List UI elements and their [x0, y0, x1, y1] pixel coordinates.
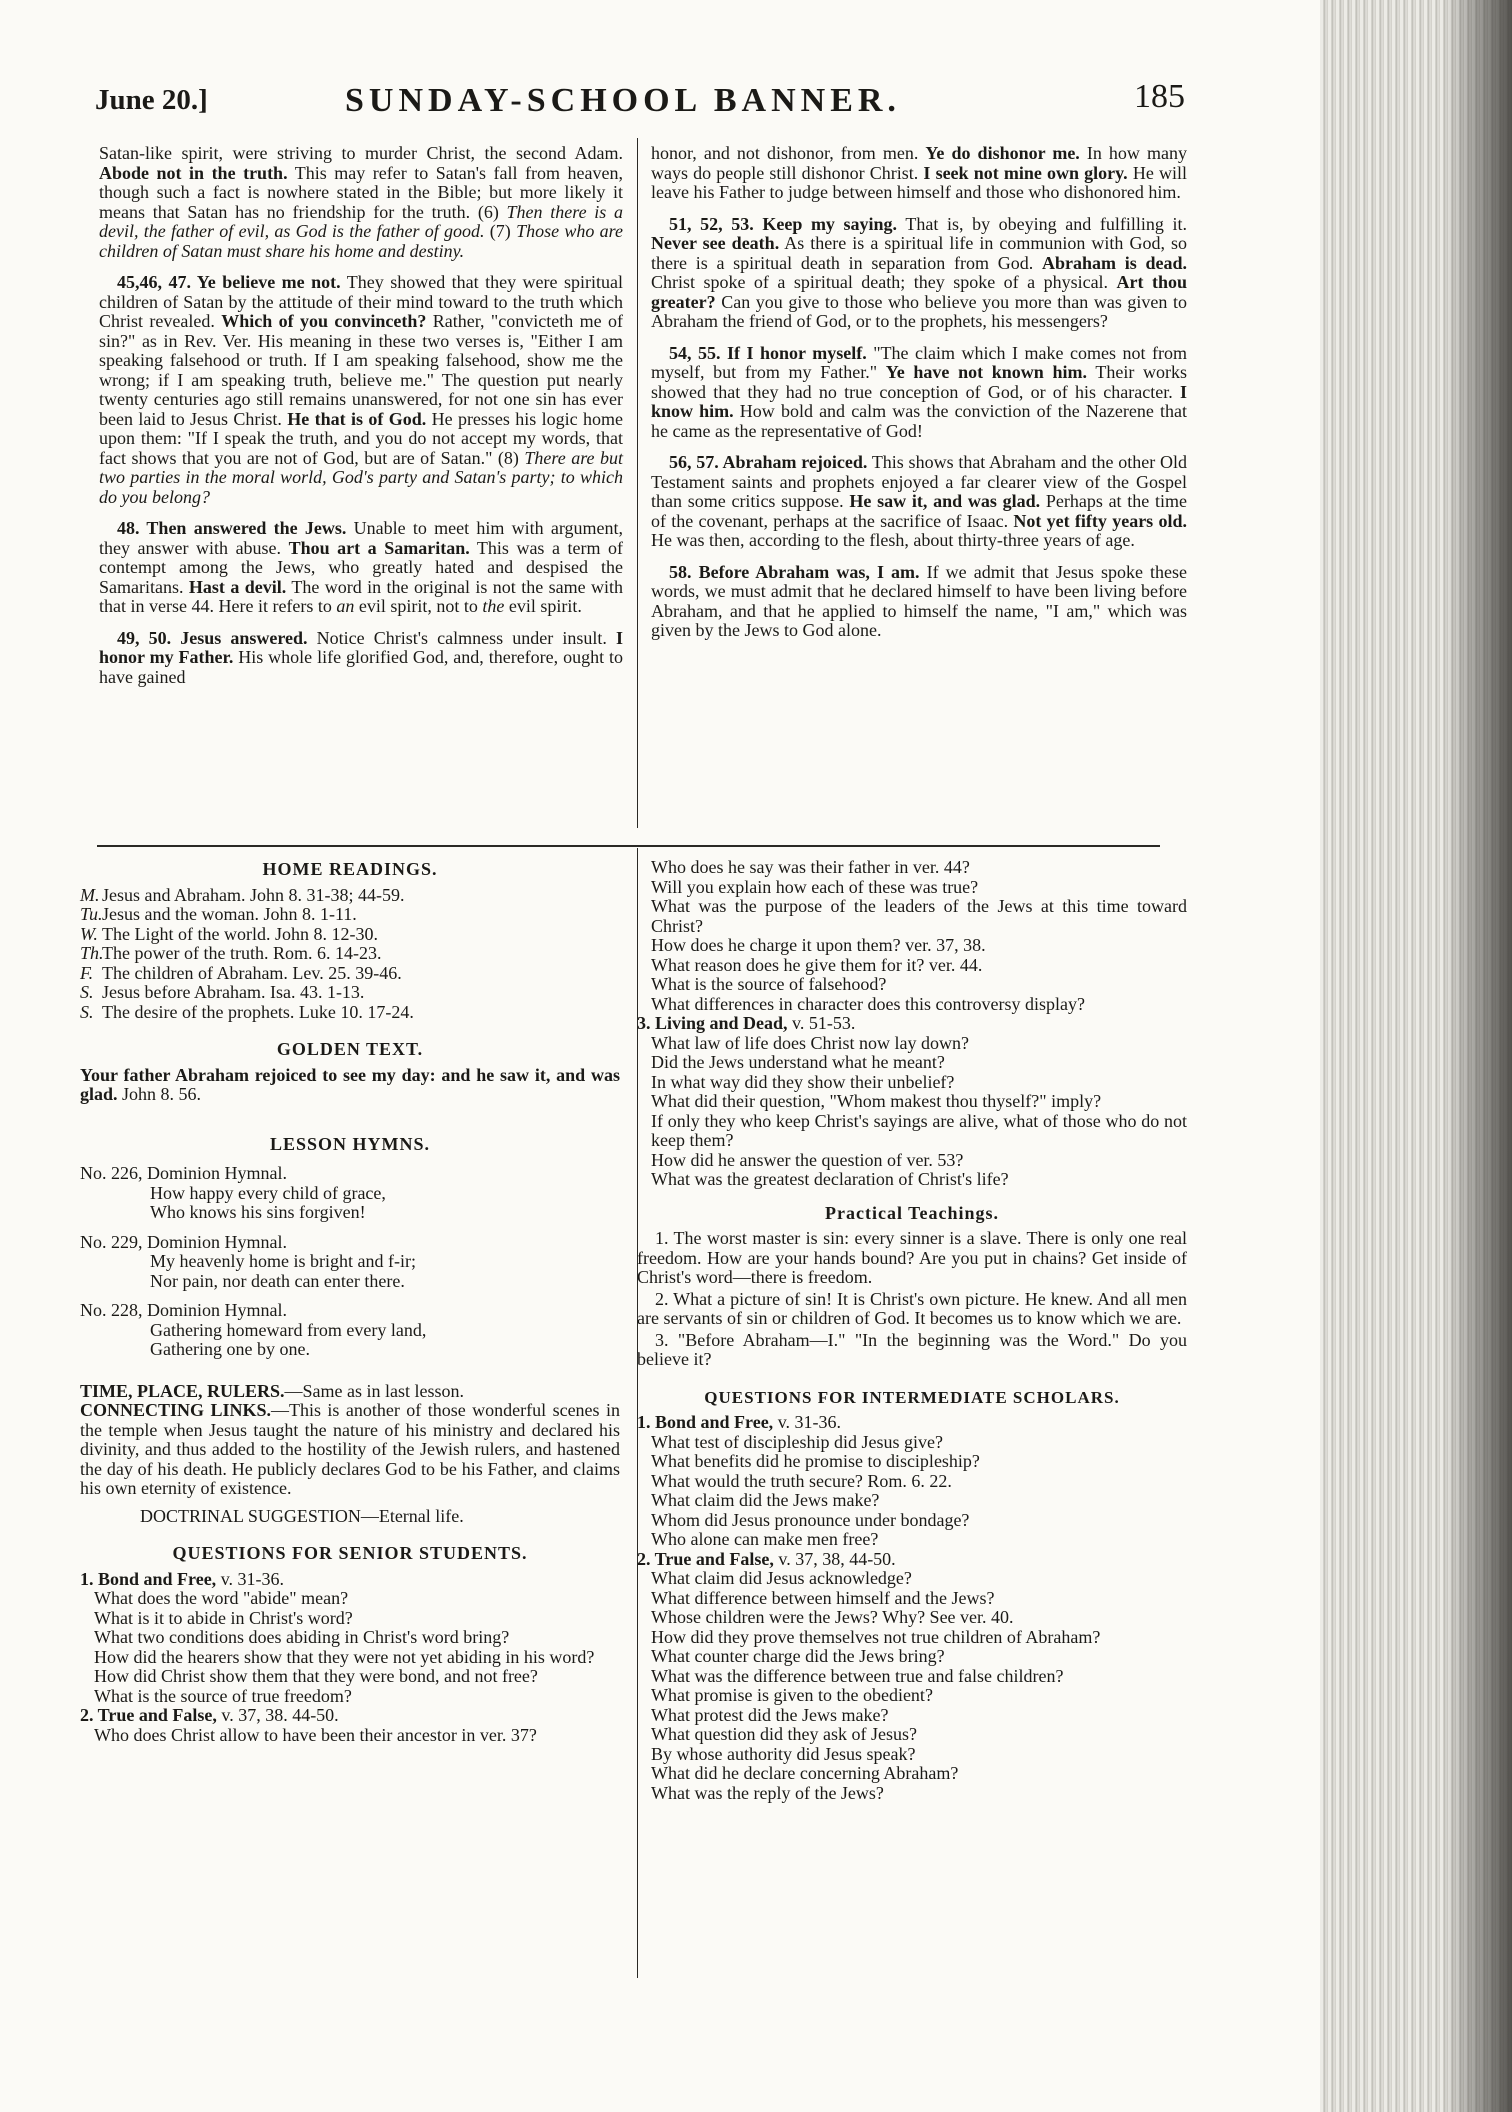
verse-reference: He that is of God.	[287, 408, 427, 429]
commentary-text: Their works showed that they had no true conception of God, or of his character.	[651, 362, 1187, 402]
question: What difference between himself and the Jews?	[651, 1587, 995, 1608]
commentary-text: "The claim which I make comes not from myself, but from my Father."	[651, 342, 1187, 382]
practical-teachings-list	[637, 1229, 1187, 1370]
commentary-text: Notice Christ's calmness under insult.	[307, 627, 616, 648]
commentary-text: His whole life glorified God, and, therefore, ought to have gained	[99, 647, 623, 687]
verse-reference: Thou art a Samaritan.	[288, 537, 470, 558]
commentary-text: As there is a spiritual life in communion with God, so there is a spiritual death in separation from God.	[651, 233, 1187, 273]
commentary-text: the	[482, 596, 505, 616]
commentary-text: This was a term of contempt among the Jews, who greatly hated and despised the Samaritans.	[99, 537, 624, 597]
verse-reference: I know him.	[651, 381, 1187, 421]
intermediate-section-2-heading: 2. True and False, v. 37, 38, 44-50.	[637, 1548, 896, 1569]
question: By whose authority did Jesus speak?	[651, 1743, 916, 1764]
home-reading-item	[80, 905, 620, 925]
question: What does the word "abide" mean?	[94, 1588, 349, 1608]
column-divider-top	[637, 138, 638, 828]
question: What would the truth secure? Rom. 6. 22.	[651, 1470, 952, 1491]
reading-day: F.	[80, 962, 94, 983]
time-place-label: TIME, PLACE, RULERS.	[80, 1380, 285, 1401]
practical-teaching: 3. "Before Abraham—I." "In the beginning was the Word." Do you believe it?	[637, 1329, 1187, 1369]
verse-reference: 49, 50. Jesus answered.	[117, 627, 308, 648]
commentary-paragraph	[99, 273, 623, 507]
commentary-text: He presses his logic home upon them: "If I speak the truth, and you do not accept my words, that fact shows that you are not of God, but are of Satan." (8)	[99, 408, 623, 468]
question: What was the purpose of the leaders of the Jews at this time toward Christ?	[651, 896, 1187, 936]
reading-text: Jesus and Abraham. John 8. 31-38; 44-59.	[102, 884, 405, 905]
verse-reference: 56, 57. Abraham rejoiced.	[669, 452, 868, 472]
hymn-line: My heavenly home is bright and f-ir;	[150, 1251, 416, 1271]
question: If only they who keep Christ's sayings are alive, what of those who do not keep them?	[651, 1110, 1187, 1150]
question: How did the hearers show that they were not yet abiding in his word?	[94, 1646, 595, 1667]
reading-text: Jesus and the woman. John 8. 1-11.	[102, 904, 357, 924]
verse-reference: Never see death.	[651, 233, 780, 253]
question: What is the source of true freedom?	[94, 1685, 352, 1706]
home-reading-item	[80, 1003, 620, 1023]
practical-teaching: 2. What a picture of sin! It is Christ's own picture. He knew. And all men are servants of sin or children of God. It becomes us to know which we are.	[637, 1288, 1187, 1328]
commentary-text: That is, by obeying and fulfilling it.	[897, 213, 1187, 234]
commentary-paragraph	[651, 215, 1187, 332]
header-title: SUNDAY-SCHOOL BANNER.	[345, 82, 901, 119]
question: What protest did the Jews make?	[651, 1704, 889, 1725]
commentary-text: (7)	[484, 221, 517, 241]
lesson-helps-column-right	[637, 858, 1187, 1978]
practical-teachings-heading: Practical Teachings.	[825, 1202, 999, 1223]
home-readings-list	[80, 886, 620, 1023]
home-reading-item	[80, 886, 620, 906]
home-reading-item	[80, 944, 620, 964]
question: What was the greatest declaration of Christ's life?	[651, 1169, 1009, 1189]
header-date: June 20.]	[95, 84, 208, 116]
connecting-label: CONNECTING LINKS.	[80, 1400, 271, 1420]
commentary-text: Perhaps at the time of the covenant, perhaps at the sacrifice of Isaac.	[651, 491, 1188, 531]
lesson-hymns-list	[80, 1164, 620, 1360]
commentary-text: Then there is a devil, the father of evil, as God is the father of good.	[99, 201, 623, 241]
commentary-text: Rather, "convicteth me of sin?" as in Rev. Ver. His meaning in these two verses is, "Either I am speaking falsehood or truth. If I am speaking falsehood, show me the wrong; if I am speaking truth, believe me." The question put nearly twenty centuries ago still remains unanswered, for not one sin has ever been laid to Jesus Christ.	[99, 311, 624, 429]
verse-reference: I honor my Father.	[99, 627, 623, 667]
commentary-text: If we admit that Jesus spoke these words, we must admit that he declared himself to have been living before Abraham, and that he applied to himself the name, "I am," which was given by the Jews to God alone.	[651, 561, 1187, 640]
commentary-paragraph	[651, 453, 1187, 551]
question: What claim did Jesus acknowledge?	[651, 1568, 912, 1588]
commentary-text: Unable to meet him with argument, they answer with abuse.	[99, 518, 623, 558]
commentary-text: Christ spoke of a spiritual death; they spoke of a physical.	[651, 272, 1117, 292]
verse-reference: Not yet fifty years old.	[1013, 510, 1187, 531]
senior-questions-heading: QUESTIONS FOR SENIOR STUDENTS.	[172, 1543, 528, 1563]
question: What test of discipleship did Jesus give?	[651, 1431, 943, 1452]
lesson-helps-column-left	[80, 860, 620, 1980]
verse-reference: Ye do dishonor me.	[925, 143, 1080, 163]
hymn-line: Gathering one by one.	[150, 1339, 310, 1359]
reading-day: M.	[80, 884, 100, 905]
golden-text	[80, 1066, 620, 1105]
verse-reference: 45,46, 47. Ye believe me not.	[117, 272, 341, 292]
commentary-paragraph	[99, 144, 623, 261]
connecting-text: —This is another of those wonderful scenes in the temple when Jesus taught the nature of his ministry and declared his divinity, and thus added to the hostility of the Jewish rulers, and hastened the day of his death. He publicly declares God to be his Father, and claims his own eternity of existence.	[80, 1400, 620, 1498]
verse-reference: 54, 55. If I honor myself.	[669, 342, 867, 363]
hymn-number: No. 228, Dominion Hymnal.	[80, 1300, 287, 1320]
verse-reference: Which of you convinceth?	[221, 311, 427, 331]
senior-section-1-heading: 1. Bond and Free, v. 31-36.	[80, 1568, 285, 1589]
reading-text: The Light of the world. John 8. 12-30.	[102, 923, 378, 944]
question: How did they prove themselves not true children of Abraham?	[651, 1626, 1101, 1647]
hymn-number: No. 229, Dominion Hymnal.	[80, 1231, 287, 1252]
commentary-text: Those who are children of Satan must share his home and destiny.	[99, 221, 623, 261]
commentary-paragraph	[651, 344, 1187, 442]
question: What is the source of falsehood?	[651, 974, 887, 994]
question: What reason does he give them for it? ver. 44.	[651, 954, 983, 975]
question: What two conditions does abiding in Christ's word bring?	[94, 1627, 510, 1647]
commentary-paragraph	[99, 629, 623, 688]
question: What was the reply of the Jews?	[651, 1782, 884, 1803]
commentary-column-left	[99, 144, 623, 824]
reading-text: The power of the truth. Rom. 6. 14-23.	[102, 943, 382, 963]
verse-reference: He saw it, and was glad.	[849, 491, 1041, 511]
question: What question did they ask of Jesus?	[651, 1724, 917, 1744]
verse-reference: Ye have not known him.	[885, 362, 1087, 382]
reading-day: S.	[80, 1001, 94, 1022]
commentary-text: honor, and not dishonor, from men.	[651, 143, 926, 163]
verse-reference: Art thou greater?	[651, 272, 1187, 312]
hymn-line: How happy every child of grace,	[150, 1182, 386, 1203]
practical-teaching: 1. The worst master is sin: every sinner is a slave. There is only one real freedom. How are your hands bound? Are you put in chains? Get inside of Christ's word—there is freedom.	[637, 1228, 1187, 1287]
reading-day: Tu.	[80, 904, 103, 924]
commentary-text: Can you give to those who believe you more than was given to Abraham the friend of God, or to the prophets, his messengers?	[651, 291, 1187, 331]
question: Whose children were the Jews? Why? See ver. 40.	[651, 1607, 1014, 1627]
lesson-hymns-heading: LESSON HYMNS.	[269, 1133, 431, 1154]
question: What was the difference between true and false children?	[651, 1665, 1064, 1686]
question: Will you explain how each of these was true?	[651, 876, 979, 897]
reading-day: Th.	[80, 943, 104, 963]
time-place-rulers	[80, 1382, 620, 1402]
question: What did their question, "Whom makest thou thyself?" imply?	[651, 1091, 1102, 1111]
question: What differences in character does this controversy display?	[651, 993, 1085, 1014]
question: Did the Jews understand what he meant?	[651, 1052, 945, 1072]
senior-section-2-continued	[637, 858, 1187, 1014]
senior-section-3-heading: 3. Living and Dead, v. 51-53.	[637, 1013, 856, 1033]
question: How does he charge it upon them? ver. 37, 38.	[651, 935, 986, 955]
commentary-text: There are but two parties in the moral world, God's party and Satan's party; to which do you belong?	[99, 447, 624, 507]
hymn-number: No. 226, Dominion Hymnal.	[80, 1163, 287, 1183]
commentary-text: This shows that Abraham and the other Old Testament saints and prophets enjoyed a far clearer view of the Gospel than some critics suppose.	[651, 452, 1187, 511]
verse-reference: Abraham is dead.	[1042, 252, 1187, 273]
commentary-text: How bold and calm was the conviction of the Nazerene that he came as the representative of God!	[651, 401, 1187, 441]
question: What law of life does Christ now lay down?	[651, 1032, 969, 1053]
golden-text-verse: Your father Abraham rejoiced to see my day: and he saw it, and was glad.	[80, 1064, 620, 1104]
section-divider	[97, 845, 1160, 847]
commentary-column-right	[651, 144, 1187, 824]
commentary-text: Satan-like spirit, were striving to murder Christ, the second Adam.	[99, 143, 623, 163]
hymn-line: Nor pain, nor death can enter there.	[150, 1270, 405, 1291]
commentary-text: an	[336, 596, 355, 616]
senior-section-2-heading: 2. True and False, v. 37, 38. 44-50.	[80, 1705, 339, 1725]
golden-text-ref: John 8. 56.	[122, 1084, 202, 1104]
intermediate-section-2-questions	[637, 1569, 1187, 1803]
commentary-text: evil spirit, not to	[354, 596, 483, 616]
reading-day: S.	[80, 982, 94, 1002]
commentary-paragraph	[651, 563, 1187, 641]
reading-text: The desire of the prophets. Luke 10. 17-24.	[102, 1001, 414, 1022]
verse-reference: Abode not in the truth.	[99, 162, 288, 183]
verse-reference: Hast a devil.	[188, 576, 287, 597]
commentary-text: The word in the original is not the same with that in verse 44. Here it refers to	[99, 576, 623, 616]
commentary-text: This may refer to Satan's fall from heaven, though such a fact is nowhere stated in the Bible; but more likely it means that Satan has no friendship for the truth. (6)	[99, 162, 623, 222]
verse-reference: 51, 52, 53. Keep my saying.	[669, 213, 898, 234]
senior-section-3-questions	[637, 1034, 1187, 1190]
question: What is it to abide in Christ's word?	[94, 1607, 353, 1628]
hymn-line: Who knows his sins forgiven!	[150, 1202, 366, 1222]
commentary-text: He was then, according to the flesh, about thirty-three years of age.	[651, 530, 1135, 550]
commentary-paragraph	[99, 519, 623, 617]
reading-text: Jesus before Abraham. Isa. 43. 1-13.	[102, 982, 365, 1002]
question: What did he declare concerning Abraham?	[651, 1763, 959, 1783]
doctrinal-suggestion: DOCTRINAL SUGGESTION—Eternal life.	[140, 1505, 464, 1526]
question: What promise is given to the obedient?	[651, 1685, 933, 1705]
reading-text: The children of Abraham. Lev. 25. 39-46.	[102, 962, 402, 983]
page-edges	[1320, 0, 1512, 2112]
home-reading-item	[80, 964, 620, 984]
home-reading-item	[80, 983, 620, 1003]
verse-reference: 48. Then answered the Jews.	[117, 518, 347, 538]
question: Who alone can make men free?	[651, 1529, 879, 1549]
commentary-text: In how many ways do people still dishonor Christ.	[651, 143, 1187, 183]
question: Who does Christ allow to have been their ancestor in ver. 37?	[94, 1724, 537, 1745]
question: Who does he say was their father in ver. 44?	[651, 857, 970, 877]
question: What counter charge did the Jews bring?	[651, 1646, 945, 1666]
intermediate-section-1-questions	[637, 1433, 1187, 1550]
senior-section-1-questions	[80, 1589, 620, 1706]
time-place-text: —Same as in last lesson.	[284, 1380, 465, 1401]
question: What benefits did he promise to discipleship?	[651, 1451, 980, 1471]
home-readings-heading: HOME READINGS.	[262, 859, 438, 879]
home-reading-item	[80, 925, 620, 945]
commentary-paragraph	[651, 144, 1187, 203]
intermediate-questions-heading: QUESTIONS FOR INTERMEDIATE SCHOLARS.	[704, 1387, 1120, 1407]
question: What claim did the Jews make?	[651, 1490, 880, 1510]
page-number: 185	[1134, 78, 1185, 115]
question: In what way did they show their unbelief?	[651, 1071, 955, 1092]
question: Whom did Jesus pronounce under bondage?	[651, 1509, 970, 1530]
commentary-text: They showed that they were spiritual children of Satan by the attitude of their mind toward to the truth which Christ revealed.	[99, 272, 623, 331]
question: How did he answer the question of ver. 53?	[651, 1149, 964, 1170]
commentary-text: He will leave his Father to judge between himself and those who dishonored him.	[651, 162, 1187, 202]
senior-section-2-questions	[80, 1726, 620, 1746]
hymn-line: Gathering homeward from every land,	[150, 1319, 427, 1340]
connecting-links	[80, 1401, 620, 1499]
reading-day: W.	[80, 923, 98, 944]
intermediate-section-1-heading: 1. Bond and Free, v. 31-36.	[637, 1412, 842, 1432]
question: How did Christ show them that they were bond, and not free?	[94, 1666, 538, 1686]
verse-reference: I seek not mine own glory.	[923, 162, 1128, 183]
verse-reference: 58. Before Abraham was, I am.	[669, 561, 920, 582]
golden-text-heading: GOLDEN TEXT.	[276, 1039, 424, 1059]
commentary-text: evil spirit.	[504, 596, 582, 616]
page-header	[95, 70, 1185, 130]
